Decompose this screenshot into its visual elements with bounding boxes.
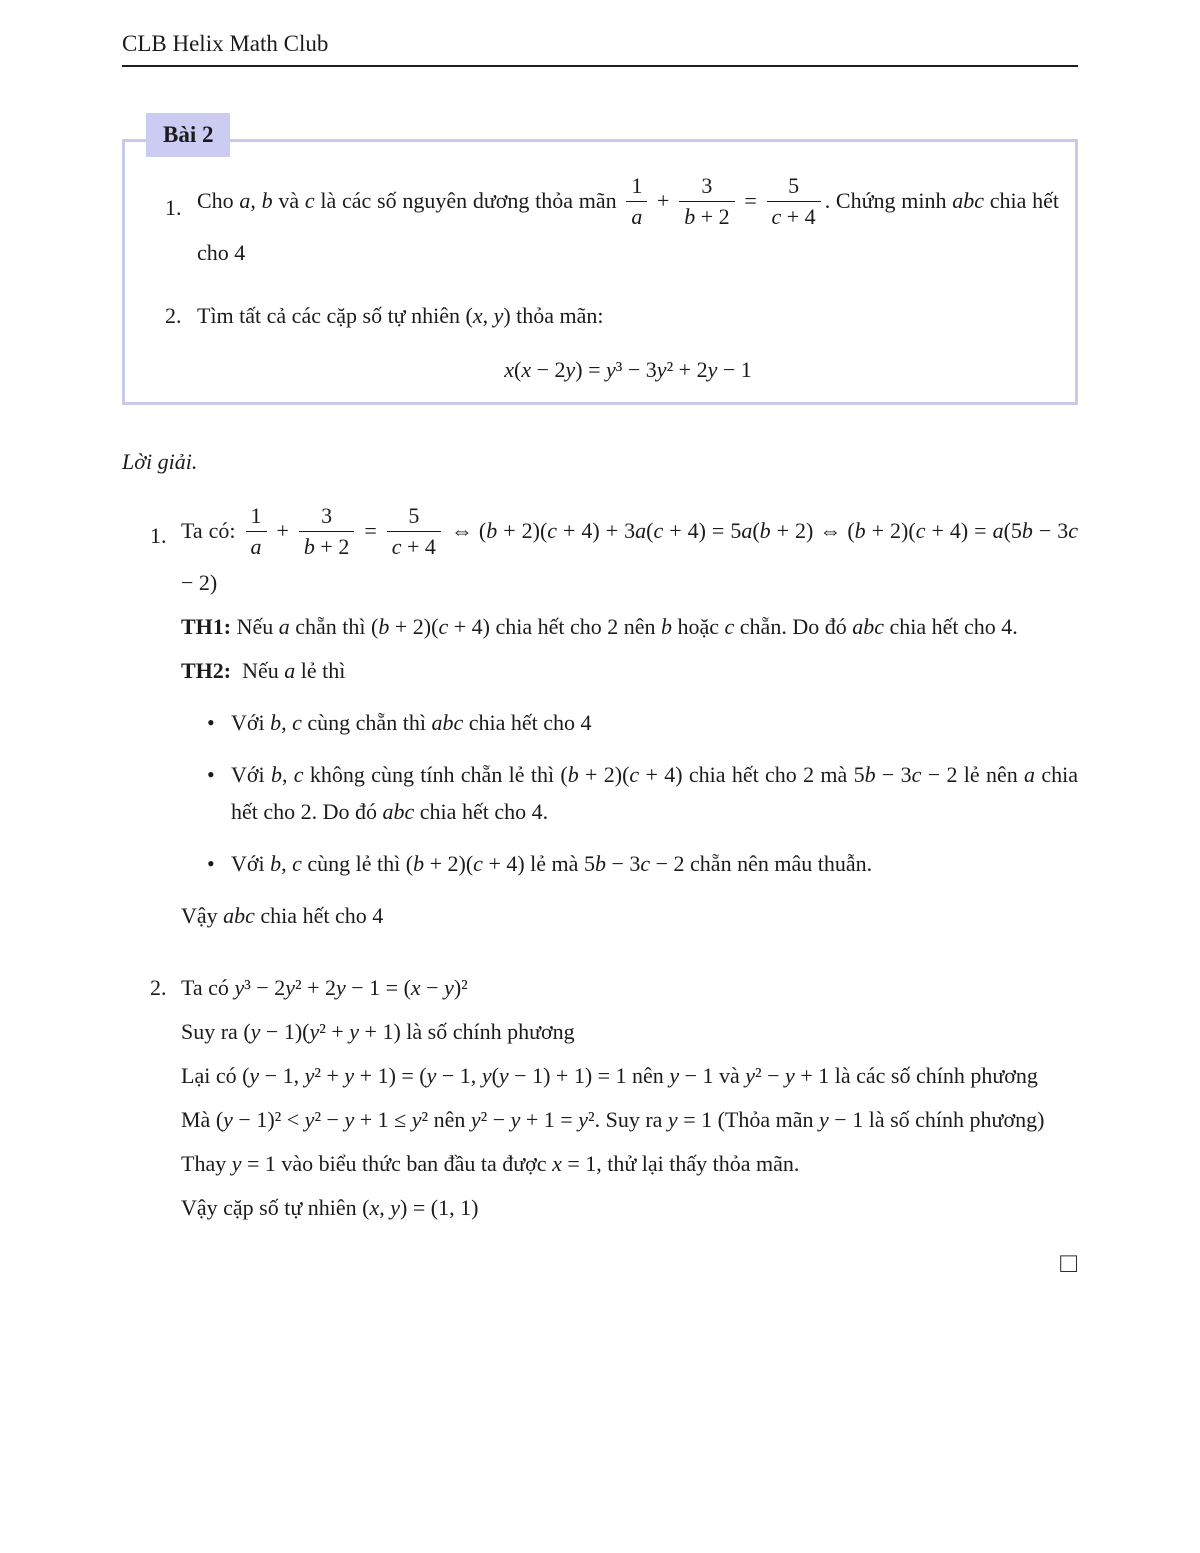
text-run: là số chính phương)	[863, 1107, 1045, 1132]
text-run: Mà	[181, 1107, 216, 1132]
problem-box-body	[122, 139, 1078, 405]
problem-item-1-text	[197, 172, 1059, 271]
text-run: cùng chẵn thì	[301, 710, 432, 735]
problem-item-2-body	[197, 297, 1059, 390]
text-run: chẵn. Do đó	[734, 614, 853, 639]
bold-run: TH1:	[181, 614, 232, 639]
bullet-item-1-text	[231, 704, 1078, 741]
math-run: y² − y + 1	[745, 1063, 830, 1088]
text-run: Vậy	[181, 903, 224, 928]
text-run: chia hết cho 4.	[414, 799, 549, 824]
math-run: =	[738, 188, 763, 214]
solution-2-line-5	[181, 1145, 1078, 1182]
text-run: chẵn thì	[289, 614, 372, 639]
bullet-item-3-text	[231, 845, 1078, 882]
math-run: (y − 1)(y² + y + 1)	[243, 1019, 401, 1044]
text-run: Nếu	[231, 614, 279, 639]
math-run: b, c	[270, 710, 302, 735]
solution-item-2-body	[181, 969, 1078, 1233]
text-run: Lại có	[181, 1063, 243, 1088]
math-run: (b + 2)(c + 4)	[371, 614, 490, 639]
text-run: Ta có:	[181, 518, 242, 544]
fraction: $\frac{3}{b + 2}$	[299, 502, 354, 560]
text-run: chia hết cho 4	[197, 188, 1059, 265]
text-run: , thử lại thấy thỏa mãn.	[596, 1151, 800, 1176]
text-run: vào biểu thức ban đầu ta được	[275, 1151, 553, 1176]
math-run: a	[1024, 762, 1036, 787]
problem-equation	[197, 350, 1059, 390]
text-run: lẻ mà	[524, 851, 584, 876]
math-run: +	[651, 188, 676, 214]
fraction: $\frac{5}{c + 4}$	[387, 502, 441, 560]
math-run: ⇔ (b + 2)(c + 4) + 3a(c + 4) = 5a(b + 2) ⇔ (b + 2)(c + 4) = a(5b − 3c − 2)	[181, 518, 1079, 595]
math-run: x = 1	[552, 1151, 597, 1176]
fraction: $\frac{5}{c + 4}$	[767, 172, 821, 230]
problem-box	[122, 122, 1078, 405]
solution-main-line	[181, 502, 1078, 601]
problem-item-1-number: 1.	[165, 195, 182, 220]
text-run: lẻ nên	[957, 762, 1025, 787]
math-run: y − 1	[819, 1107, 864, 1132]
bullet-item-2	[181, 756, 1078, 830]
math-run: (y − 1, y² + y + 1) = (y − 1, y(y − 1) + 1) = 1	[242, 1063, 627, 1088]
math-run: 5b − 3c − 2	[853, 762, 958, 787]
math-run: abc	[223, 903, 255, 928]
math-run: =	[358, 518, 383, 544]
math-run: a	[278, 614, 290, 639]
case-1-line	[181, 608, 1078, 645]
text-run: Với	[231, 851, 271, 876]
qed-symbol: □	[1060, 1248, 1077, 1279]
solution-2-line-2	[181, 1013, 1078, 1050]
header-rule	[122, 65, 1078, 67]
math-run: b	[661, 614, 672, 639]
text-run: hoặc	[672, 614, 725, 639]
fraction: $\frac{1}{a}$	[246, 502, 267, 560]
math-run: a	[284, 658, 296, 683]
math-run: y = 1	[667, 1107, 713, 1132]
text-run: chia hết cho 4	[463, 710, 592, 735]
text-run: cùng lẻ thì	[301, 851, 406, 876]
math-run: abc	[382, 799, 415, 824]
text-run: (Thỏa mãn	[712, 1107, 820, 1132]
math-run: abc	[852, 614, 884, 639]
text-run: là số chính phương	[400, 1019, 575, 1044]
solution-2-line-1	[181, 969, 1078, 1006]
math-run: (x, y)	[465, 303, 511, 328]
math-run: abc	[952, 188, 984, 214]
text-run: chia hết cho 2 mà	[682, 762, 854, 787]
text-run: và	[272, 188, 305, 214]
text-run: Suy ra	[181, 1019, 244, 1044]
text-run: . Chứng minh	[824, 188, 953, 214]
math-run: y² − y + 1 = y²	[470, 1107, 595, 1132]
math-run: (y − 1)² < y² − y + 1 ≤ y²	[215, 1107, 429, 1132]
solution-item-1-number: 1.	[150, 523, 167, 548]
text-run: không cùng tính chẵn lẻ thì	[303, 762, 561, 787]
bullet-item-2-text	[231, 756, 1078, 830]
math-run: c	[724, 614, 735, 639]
math-run: y = 1	[231, 1151, 276, 1176]
text-run: chia hết cho 4	[254, 903, 384, 928]
solution-item-1-body	[181, 502, 1078, 941]
math-run: abc	[431, 710, 464, 735]
solution-2-line-3	[181, 1057, 1078, 1094]
bold-run: TH2:	[181, 658, 232, 683]
text-run: nên	[626, 1063, 670, 1088]
bullet-marker: •	[207, 710, 215, 735]
math-run: y − 1	[669, 1063, 714, 1088]
header-title: CLB Helix Math Club	[122, 31, 329, 56]
case-2-line	[181, 652, 1078, 689]
text-run: chia hết cho 2 nên	[489, 614, 661, 639]
math-run: y³ − 2y² + 2y − 1 = (x − y)²	[234, 975, 468, 1000]
text-run: chia hết cho 2. Do đó	[231, 762, 1079, 824]
fraction: $\frac{1}{a}$	[626, 172, 647, 230]
text-run: là các số nguyên dương thỏa mãn	[314, 188, 623, 214]
math-run: b, c	[270, 851, 302, 876]
text-run: chia hết cho 4.	[883, 614, 1018, 639]
problem-label: Bài 2	[146, 113, 230, 157]
bullet-list	[181, 704, 1078, 882]
text-run: thỏa mãn:	[510, 303, 604, 328]
text-run: Ta có	[181, 975, 235, 1000]
text-run: Với	[231, 710, 271, 735]
solution-item-2-number: 2.	[150, 975, 167, 1000]
problem-item-2-text	[197, 297, 1059, 334]
bullet-marker: •	[207, 762, 215, 787]
text-run: nên	[428, 1107, 471, 1132]
solution-item-1	[122, 502, 1078, 941]
math-run: 5b − 3c − 2	[583, 851, 685, 876]
text-run: . Suy ra	[594, 1107, 668, 1132]
bullet-marker: •	[207, 851, 215, 876]
bullet-item-1	[181, 704, 1078, 741]
document-header	[122, 30, 1078, 67]
conclusion-line	[181, 897, 1078, 934]
solution-intro: Lời giải.	[122, 449, 198, 474]
text-run: Nếu	[231, 658, 285, 683]
text-run: lẻ thì	[295, 658, 346, 683]
problem-item-1	[165, 172, 1059, 271]
math-run: (b + 2)(c + 4)	[405, 851, 525, 876]
text-run: Cho	[197, 188, 240, 214]
math-run: c	[304, 188, 315, 214]
fraction: $\frac{3}{b + 2}$	[679, 172, 734, 230]
math-run: b, c	[270, 762, 304, 787]
problem-item-2-number: 2.	[165, 303, 182, 328]
text-run: là các số chính phương	[829, 1063, 1038, 1088]
solution-item-2	[122, 969, 1078, 1233]
math-run: a, b	[239, 188, 273, 214]
bullet-item-3	[181, 845, 1078, 882]
text-run: Vậy cặp số tự nhiên	[181, 1195, 363, 1220]
math-run: +	[270, 518, 295, 544]
text-run: Với	[231, 762, 271, 787]
text-run: chẵn nên mâu thuẫn.	[684, 851, 873, 876]
math-run: x(x − 2y) = y³ − 3y² + 2y − 1	[504, 357, 752, 382]
solution-2-line-6	[181, 1189, 1078, 1226]
problem-item-2	[165, 297, 1059, 390]
math-run: (x, y) = (1, 1)	[362, 1195, 479, 1220]
math-run: (b + 2)(c + 4)	[560, 762, 683, 787]
solution-2-line-4	[181, 1101, 1078, 1138]
text-run: và	[713, 1063, 746, 1088]
text-run: Tìm tất cả các cặp số tự nhiên	[197, 303, 466, 328]
text-run: Thay	[181, 1151, 232, 1176]
